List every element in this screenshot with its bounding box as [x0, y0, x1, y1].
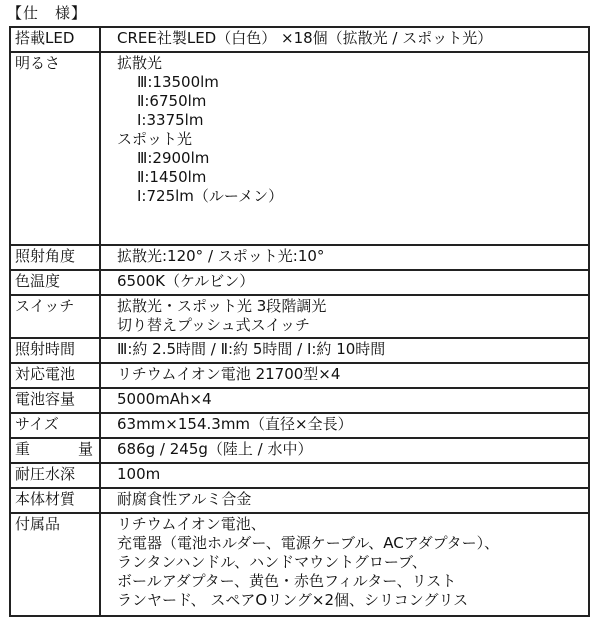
- spec-value-line: ランヤード、 スペアOリング×2個、シリコングリス: [117, 591, 469, 609]
- spec-value-weight: [100, 438, 589, 463]
- spec-value-battery-type: [100, 363, 589, 388]
- spec-row-battery-type: [10, 363, 589, 388]
- spec-row-beam-angle: [10, 245, 589, 270]
- spec-value-line: Ⅲ:約 2.5時間 / Ⅱ:約 5時間 / Ⅰ:約 10時間: [117, 340, 386, 358]
- spec-value-battery-capacity: [100, 388, 589, 413]
- spec-label-depth-rating: 耐圧水深: [10, 463, 100, 488]
- spec-value-line: 拡散光:120° / スポット光:10°: [117, 247, 325, 265]
- spec-row-led: [10, 27, 589, 52]
- spec-value-accessories: [100, 513, 589, 616]
- spec-label-accessories: 付属品: [10, 513, 100, 616]
- spec-value-led: [100, 27, 589, 52]
- spec-row-color-temperature: [10, 270, 589, 295]
- spec-value-line: 切り替えプッシュ式スイッチ: [117, 316, 311, 334]
- spec-row-depth-rating: [10, 463, 589, 488]
- spec-row-weight: [10, 438, 589, 463]
- spec-row-runtime: [10, 338, 589, 363]
- spec-value-line: CREE社製LED（白色） ×18個（拡散光 / スポット光）: [117, 29, 493, 47]
- spec-value-brightness: [100, 52, 589, 245]
- spec-label-color-temperature: 色温度: [10, 270, 100, 295]
- spec-value-runtime: [100, 338, 589, 363]
- spec-value-line: Ⅰ:3375lm: [137, 111, 204, 129]
- spec-table: [9, 26, 590, 617]
- spec-value-line: 100m: [117, 465, 161, 483]
- spec-value-beam-angle: [100, 245, 589, 270]
- spec-label-runtime: 照射時間: [10, 338, 100, 363]
- spec-value-line: 拡散光: [117, 54, 163, 72]
- spec-row-brightness: [10, 52, 589, 245]
- spec-label-battery-capacity: 電池容量: [10, 388, 100, 413]
- spec-value-line: ランタンハンドル、ハンドマウントグローブ、: [117, 553, 427, 571]
- spec-value-line: 5000mAh×4: [117, 390, 212, 408]
- spec-label-brightness: 明るさ: [10, 52, 100, 245]
- spec-value-line: Ⅱ:1450lm: [137, 168, 207, 186]
- spec-label-battery-type: 対応電池: [10, 363, 100, 388]
- spec-value-line: Ⅲ:2900lm: [137, 149, 210, 167]
- spec-value-line: リチウムイオン電池、: [117, 515, 266, 533]
- spec-value-line: 拡散光・スポット光 3段階調光: [117, 297, 327, 315]
- spec-value-line: 耐腐食性アルミ合金: [117, 490, 252, 508]
- spec-section-title: 【仕 様】: [7, 4, 88, 22]
- spec-value-switch: [100, 295, 589, 338]
- spec-label-weight: 重 量: [10, 438, 100, 463]
- spec-value-line: リチウムイオン電池 21700型×4: [117, 365, 341, 383]
- spec-row-accessories: [10, 513, 589, 616]
- spec-value-line: 6500K（ケルビン）: [117, 272, 255, 290]
- spec-label-size: サイズ: [10, 413, 100, 438]
- spec-value-line: スポット光: [117, 130, 193, 148]
- spec-value-line: 686g / 245g（陸上 / 水中）: [117, 440, 313, 458]
- spec-value-line: ボールアダプター、黄色・赤色フィルター、リスト: [117, 572, 457, 590]
- spec-label-beam-angle: 照射角度: [10, 245, 100, 270]
- spec-value-depth-rating: [100, 463, 589, 488]
- spec-label-switch: スイッチ: [10, 295, 100, 338]
- spec-value-line: 充電器（電池ホルダー、電源ケーブル、ACアダプター）、: [117, 534, 500, 552]
- spec-value-line: Ⅱ:6750lm: [137, 92, 207, 110]
- spec-row-size: [10, 413, 589, 438]
- spec-label-led: 搭載LED: [10, 27, 100, 52]
- spec-value-color-temperature: [100, 270, 589, 295]
- spec-label-body-material: 本体材質: [10, 488, 100, 513]
- spec-value-size: [100, 413, 589, 438]
- spec-value-line: 63mm×154.3mm（直径×全長）: [117, 415, 353, 433]
- spec-row-battery-capacity: [10, 388, 589, 413]
- spec-row-body-material: [10, 488, 589, 513]
- spec-value-body-material: [100, 488, 589, 513]
- spec-value-line: Ⅰ:725lm（ルーメン）: [137, 187, 284, 205]
- spec-value-line: Ⅲ:13500lm: [137, 73, 219, 91]
- spec-row-switch: [10, 295, 589, 338]
